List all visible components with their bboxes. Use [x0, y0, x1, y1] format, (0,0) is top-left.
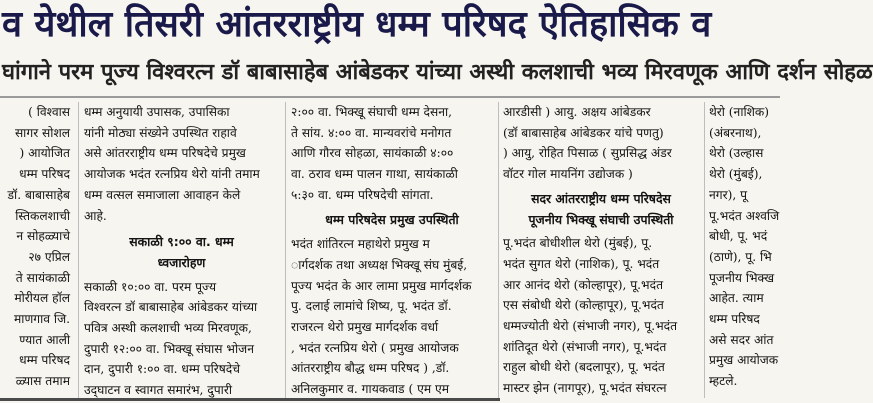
text-line: ते सायंकाळी: [15, 270, 70, 285]
text-line: धम्म परिषद: [19, 353, 70, 368]
text-line: आर आनंद थेरो (कोल्हापूर), पू.भदंत: [503, 277, 664, 292]
text-line: ण्यात आली: [19, 332, 70, 347]
column-divider: [78, 102, 79, 398]
text-line: धम्म परिषद: [19, 167, 70, 182]
text-line: , भदंत रत्नप्रिय थेरो ( प्रमुख आयोजक: [291, 340, 459, 355]
text-line: धम्मज्योती थेरो (संभाजी नगर), पू.भदंत: [503, 319, 678, 334]
text-line: राहुल बोधी थेरो (बदलापूर), पू. भदंत: [503, 360, 665, 375]
text-line: ५:३० वा. धम्म परिषदेची सांगता.: [291, 187, 434, 202]
bottom-divider: [0, 398, 500, 401]
section-heading: पूजनीय भिक्खू संघाची उपस्थिती: [528, 211, 674, 227]
text-line: राजरत्न थेरो प्रमुख मार्गदर्शक वर्धा: [291, 320, 439, 335]
header-divider: [0, 96, 780, 98]
text-line: स्तिकलशाची: [15, 208, 70, 223]
text-line: ( विश्वास: [28, 105, 70, 119]
article-column-1: [4, 102, 70, 398]
text-line: वा. ठराव धम्म पालन गाथा, सायंकाळी: [291, 167, 458, 182]
text-line: २:०० वा. भिक्खू संघाची धम्म देसना,: [291, 105, 452, 119]
text-line: नगर), पू: [709, 187, 748, 202]
text-line: (ठाणे), पू. भि: [709, 249, 772, 264]
section-heading: सदर आंतरराष्ट्रीय धम्म परिषदेस: [531, 190, 671, 206]
text-line: डॉ. बाबासाहेब: [7, 187, 70, 202]
article-column-3: [291, 102, 493, 398]
text-line: धम्म परिषद: [709, 312, 760, 327]
text-line: अनिलकुमार व. गायकवाड ( एम एम: [291, 382, 450, 397]
text-line: असे आंतरराष्ट्रीय धम्म परिषदेचे प्रमुख: [84, 146, 246, 161]
text-line: धम्म अनुयायी उपासक, उपासिका: [84, 105, 230, 119]
text-line: विश्वरत्न डॉ बाबासाहेब आंबेडकर यांच्या: [84, 300, 258, 315]
text-line: (अंबरनाथ),: [709, 125, 762, 140]
text-line: एस संबोधी थेरो (कोल्हापूर), पू.भदंत: [503, 298, 664, 313]
headline: व येथील तिसरी आंतरराष्ट्रीय धम्म परिषद ऐतिहासिक व: [2, 4, 712, 45]
text-line: भदंत शांतिरत्न महाथेरो प्रमुख म: [291, 237, 430, 252]
text-line: आयोजक भदंत रत्नप्रिय थेरो यांनी तमाम: [84, 167, 260, 182]
text-line: आहे.: [84, 208, 107, 223]
text-line: यांनी मोठ्या संख्येने उपस्थित राहावे: [84, 125, 237, 140]
text-line: म्हटले.: [709, 374, 738, 389]
section-heading: धम्म परिषदेस प्रमुख उपस्थिती: [325, 211, 459, 227]
text-line: बोधी, पू. भदं: [709, 229, 768, 244]
column-divider: [704, 102, 705, 398]
text-line: वॉटर गोल मायनिंग उद्योजक ): [503, 167, 633, 182]
text-line: पू.भदंत बोधीशील थेरो (मुंबई), पू.: [503, 236, 653, 251]
text-line: (डॉ बाबासाहेब आंबेडकर यांचे पणतु): [503, 125, 664, 140]
article-column-2: [84, 102, 279, 398]
subheadline: घांगाने परम पूज्य विश्वरत्न डॉ बाबासाहेब आंबेडकर यांच्या अस्थी कलशाची भव्य मिरवणूक आणि दर्शन सोहळ: [2, 60, 873, 85]
text-line: मोरीयल हॉल: [14, 291, 70, 306]
column-divider: [285, 102, 286, 398]
column-divider: [498, 102, 499, 398]
text-line: सागर सोशल: [14, 125, 70, 140]
section-heading: सकाळी ९:०० वा. धम्म: [129, 234, 234, 250]
text-line: थेरो (उल्हास: [709, 146, 764, 161]
text-line: आंतरराष्ट्रीय बौद्ध धम्म परिषद ) ,डॉ.: [291, 361, 450, 376]
text-line: ते सांय. ४:०० वा. मान्यवरांचे मनोगत: [291, 125, 452, 140]
text-line: थेरो (मुंबई),: [709, 167, 763, 182]
text-line: आरडीसी ) आयु. अक्षय आंबेडकर: [503, 105, 651, 119]
article-column-5: [709, 102, 780, 398]
article-column-4: [503, 102, 699, 398]
text-line: थेरो (नाशिक): [709, 105, 770, 119]
text-line: २७ एप्रिल: [28, 249, 70, 264]
text-line: ) आयोजित: [19, 146, 70, 161]
text-line: पु. दलाई लामांचे शिष्य, पू. भदंत डॉ.: [291, 299, 452, 314]
text-line: धम्म वत्सल समाजाला आवाहन केले: [84, 187, 241, 202]
text-line: मास्टर झेन (नागपूर), पू.भदंत संघरत्न: [503, 381, 667, 396]
text-line: ार्गदर्शक तथा अध्यक्ष भिक्खू संघ मुंबई,: [291, 257, 468, 272]
text-line: प्रमुख आयोजक: [709, 353, 779, 368]
text-line: आणि गौरव सोहळा, सायंकाळी ४:००: [291, 146, 454, 161]
text-line: ळ्यास तमाम: [15, 374, 70, 389]
text-line: पू.भदंत अश्वजि: [709, 208, 780, 223]
text-line: आहेत. त्याम: [709, 291, 764, 306]
text-line: दान, दुपारी १:०० वा. धम्म परिषदेचे: [84, 362, 240, 377]
text-line: सकाळी १०:०० वा. परम पूज्य: [84, 279, 217, 294]
text-line: उद्‌घाटन व स्वागत समारंभ, दुपारी: [84, 383, 232, 398]
text-line: दुपारी १२:०० वा. भिक्खू संघास भोजन: [84, 341, 254, 356]
text-line: भदंत सुगत थेरो (नाशिक), पू. भदंत: [503, 256, 660, 271]
text-line: शांतिदूत थेरो (संभाजी नगर), पू.भदंत: [503, 339, 667, 354]
section-heading: ध्वजारोहण: [157, 254, 206, 270]
text-line: पूजनीय भिक्ख: [709, 270, 775, 285]
text-line: माणगाव जि.: [14, 312, 70, 327]
text-line: न सोहळ्याचे: [16, 229, 70, 244]
text-line: पूज्य भदंत के आर लामा प्रमुख मार्गदर्शक: [291, 278, 472, 293]
text-line: पवित्र अस्थी कलशाची भव्य मिरवणूक,: [84, 321, 252, 336]
text-line: ) आयु, रोहित पिसाळ ( सुप्रसिद्ध अंडर: [503, 146, 672, 161]
text-line: असे सदर आंत: [709, 332, 774, 347]
